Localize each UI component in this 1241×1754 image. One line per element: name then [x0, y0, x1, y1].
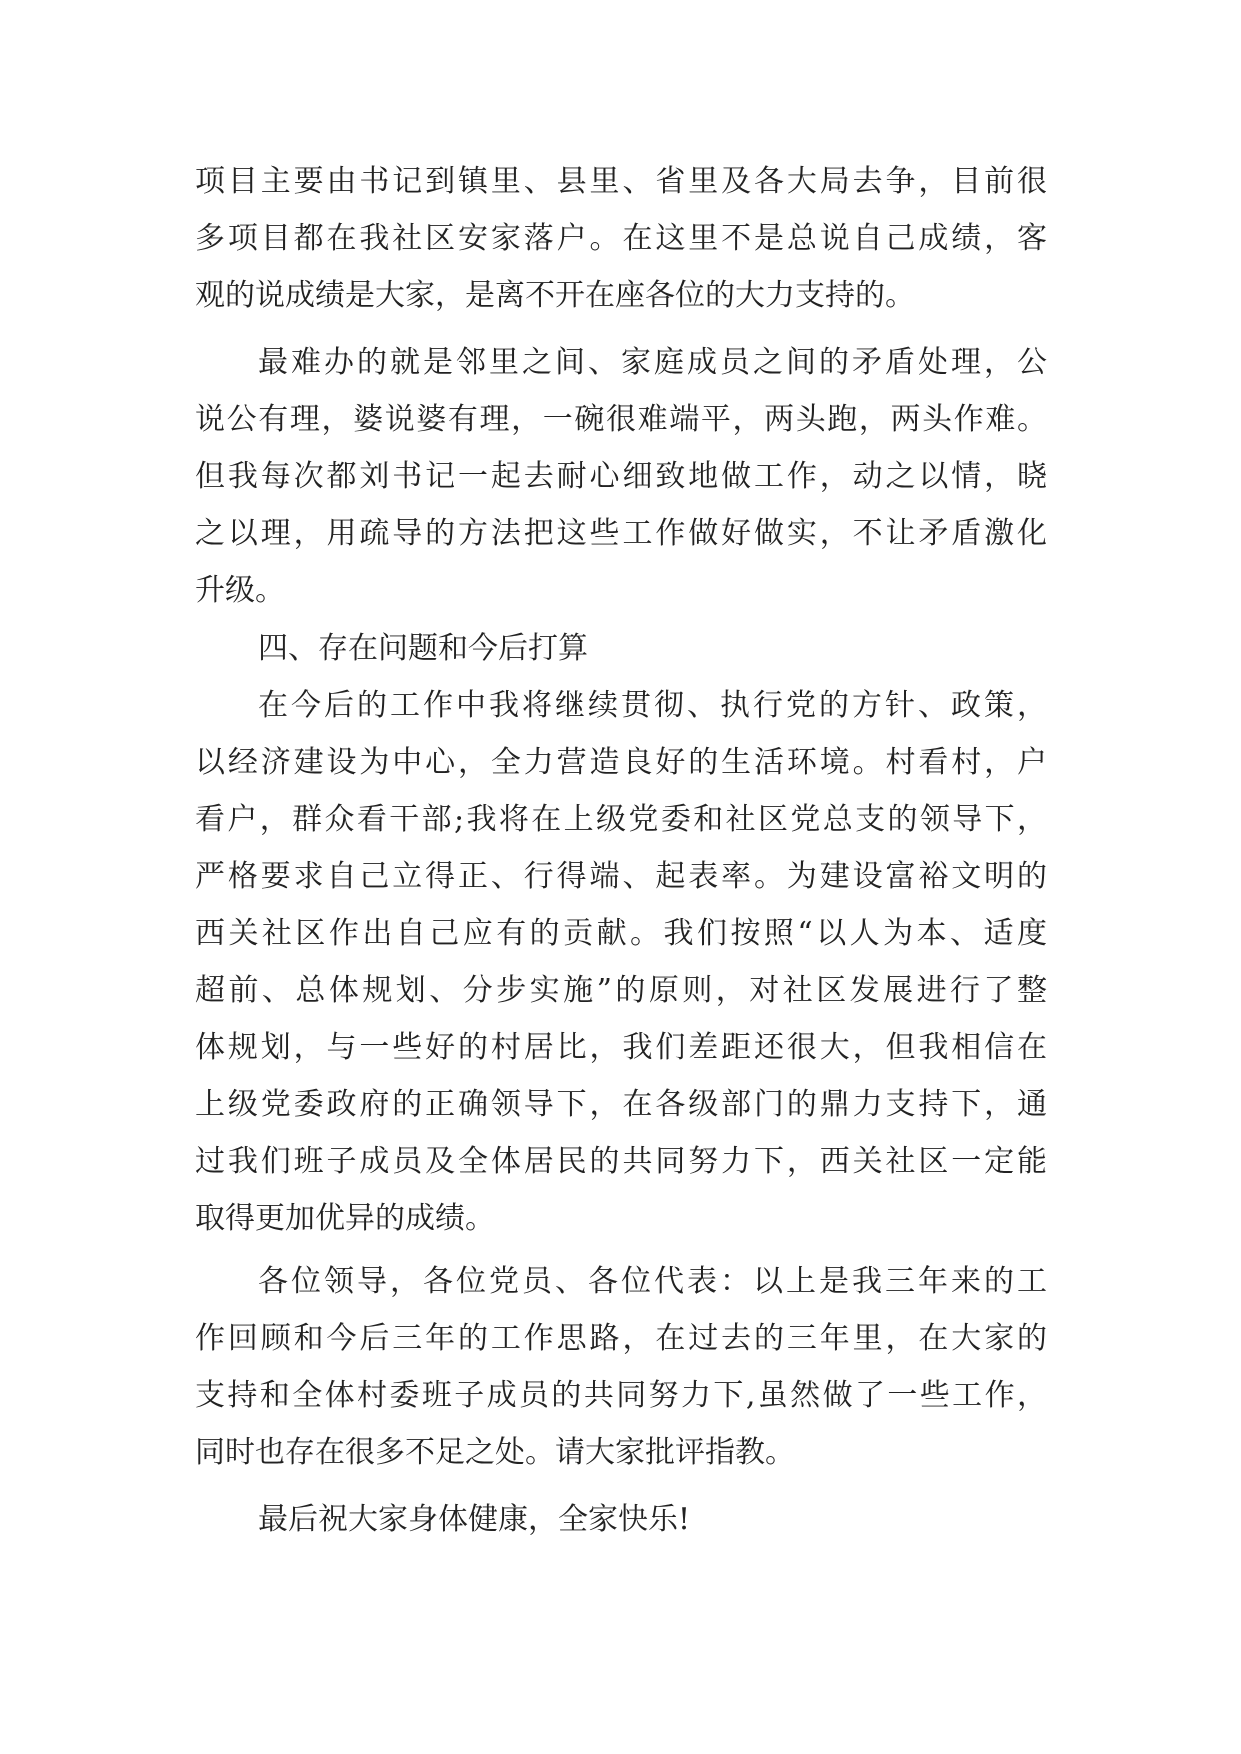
text-line: 各位领导，各位党员、各位代表：以上是我三年来的工 — [258, 1264, 1047, 1299]
text-line: 说公有理，婆说婆有理，一碗很难端平，两头跑，两头作难。 — [195, 402, 1047, 437]
text-line: 超前、总体规划、分步实施”的原则，对社区发展进行了整 — [195, 973, 1047, 1008]
text-line: 项目主要由书记到镇里、县里、省里及各大局去争，目前很 — [195, 164, 1047, 199]
text-line: 西关社区作出自己应有的贡献。我们按照“以人为本、适度 — [195, 916, 1047, 951]
text-line: 严格要求自己立得正、行得端、起表率。为建设富裕文明的 — [195, 859, 1047, 894]
text-line: 支持和全体村委班子成员的共同努力下,虽然做了一些工作， — [195, 1378, 1047, 1413]
text-line: 最难办的就是邻里之间、家庭成员之间的矛盾处理，公 — [258, 345, 1047, 380]
text-line: 观的说成绩是大家，是离不开在座各位的大力支持的。 — [195, 278, 915, 313]
text-line: 以经济建设为中心，全力营造良好的生活环境。村看村，户 — [195, 745, 1047, 780]
text-line: 但我每次都刘书记一起去耐心细致地做工作，动之以情，晓 — [195, 459, 1047, 494]
text-line: 多项目都在我社区安家落户。在这里不是总说自己成绩，客 — [195, 221, 1047, 256]
text-line: 看户，群众看干部;我将在上级党委和社区党总支的领导下， — [195, 802, 1047, 837]
text-line: 在今后的工作中我将继续贯彻、执行党的方针、政策， — [258, 688, 1047, 723]
text-line: 作回顾和今后三年的工作思路，在过去的三年里，在大家的 — [195, 1321, 1047, 1356]
text-line: 上级党委政府的正确领导下，在各级部门的鼎力支持下，通 — [195, 1087, 1047, 1122]
text-line: 升级。 — [195, 573, 285, 608]
text-line: 之以理，用疏导的方法把这些工作做好做实，不让矛盾激化 — [195, 516, 1047, 551]
text-line: 同时也存在很多不足之处。请大家批评指教。 — [195, 1435, 795, 1470]
text-line: 体规划，与一些好的村居比，我们差距还很大，但我相信在 — [195, 1030, 1047, 1065]
closing-line: 最后祝大家身体健康，全家快乐! — [258, 1502, 691, 1537]
text-line: 取得更加优异的成绩。 — [195, 1201, 495, 1236]
text-line: 过我们班子成员及全体居民的共同努力下，西关社区一定能 — [195, 1144, 1047, 1179]
section-heading: 四、存在问题和今后打算 — [258, 631, 588, 666]
